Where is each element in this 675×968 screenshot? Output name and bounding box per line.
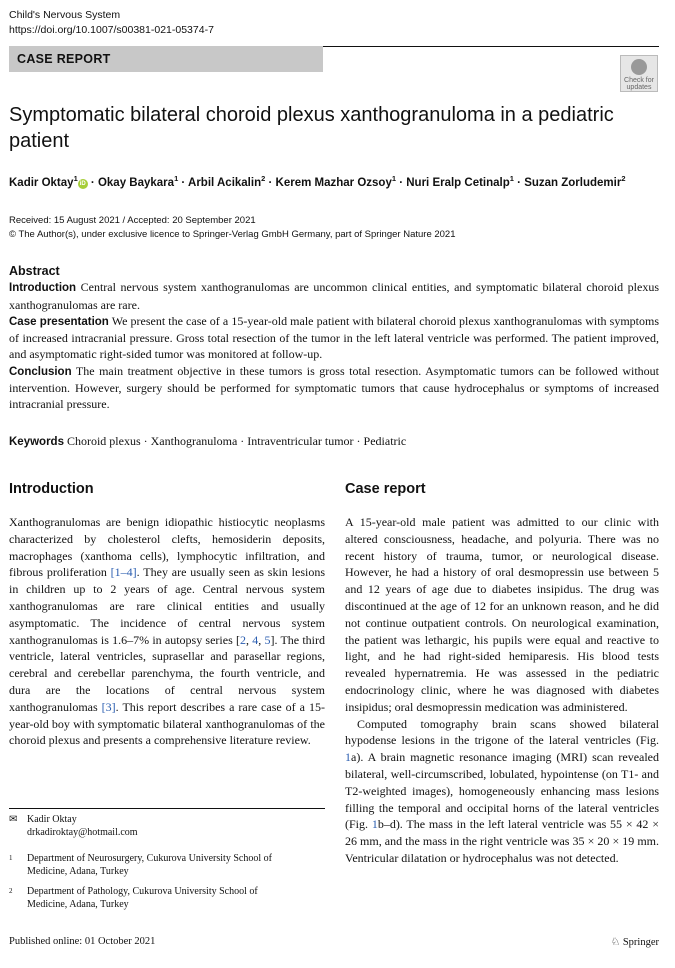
header-rule [323, 46, 659, 47]
publisher-logo: ♘ Springer [610, 937, 659, 948]
separator: · [396, 176, 407, 189]
check-updates-text: updates [626, 84, 652, 91]
springer-horse-icon: ♘ [610, 937, 623, 948]
citation-link[interactable]: [3] [101, 699, 116, 714]
abstract-heading: Abstract [9, 264, 60, 278]
email-link[interactable]: drkadiroktay@hotmail.com [27, 827, 138, 838]
case-report-body [345, 514, 659, 867]
author[interactable]: Nuri Eralp Cetinalp$^1$ [406, 174, 514, 189]
citation-link[interactable]: 4 [252, 632, 259, 647]
figure-link[interactable]: 1 [371, 817, 378, 832]
citation-link[interactable]: 5 [264, 632, 271, 647]
corresponding-author [9, 813, 138, 839]
affiliation: 2 Department of Pathology, Cukurova University School of Medicine, Adana, Turkey [9, 886, 258, 910]
journal-header [9, 8, 214, 38]
separator: · [87, 176, 98, 189]
case-report-heading: Case report [345, 481, 426, 497]
figure-link[interactable]: 1 [345, 750, 351, 765]
check-updates-text: Check for [624, 77, 654, 84]
paragraph: Computed tomography brain scans showed bilateral hypodense lesions in the trigone of the lateral ventricles (Fig. 1a). A brain magnetic resonance imaging (MRI) scan revealed bilateral, well-circumscribed, lobulated, hypointense (on T1- and T2-weighted images), homogeneously enhancing mass lesions filling the temporal and occipital horns of the lateral ventricles (Fig. 1b–d). The mass in the left lateral ventricle was 55 × 42 × 26 mm, and the mass in the right ventricle was 35 × 20 × 19 mm. Ventricular dilatation or hydrocephalus was not detected. [345, 716, 659, 865]
corresponding-name: Kadir Oktay [27, 814, 77, 825]
affiliation: 1 Department of Neurosurgery, Cukurova University School of Medicine, Adana, Turkey [9, 853, 272, 877]
article-title: Symptomatic bilateral choroid plexus xanthogranuloma in a pediatric patient [9, 104, 614, 152]
paragraph: Xanthogranulomas are benign idiopathic histiocytic neoplasms characterized by cholesterol clefts, hemosiderin deposits, macrophages (xanthoma cells), lymphocytic infiltration, and fibrous proliferation [1–4]. They are usually seen as skin lesions in children up to 2 years of age. Central nervous system xanthogranulomas are rare clinical entities and usually asymptomatic. The incidence of central nervous system xanthogranulomas is 1.6–7% in autopsy series [2, 4, 5]. The third ventricle, lateral ventricles, suprasellar and parasellar regions, cerebral and cerebellar parenchyma, the fourth ventricle, and dura are the locations of central nervous system xanthogranulomas [3]. This report describes a rare case of a 15-year-old boy with symptomatic bilateral xanthogranulomas of the choroid plexus and presents a comprehensive literature review. [9, 515, 326, 748]
author-list [9, 174, 625, 189]
introduction-heading: Introduction [9, 481, 94, 497]
citation-link[interactable]: [1–4] [110, 565, 137, 580]
orcid-icon[interactable]: iD [79, 180, 86, 187]
copyright: © The Author(s), under exclusive licence to Springer-Verlag GmbH Germany, part of Springer Nature 2021 [9, 229, 456, 240]
abstract-conclusion: Conclusion The main treatment objective in these tumors is gross total resection. Asymptomatic tumors can be followed without intervention. However, surgery should be performed for symptomatic tumors that cause hydrocephalus or symptoms of increased intracranial pressure. [9, 363, 659, 412]
author[interactable]: Suzan Zorludemir$^2$ [524, 174, 626, 189]
published-date: Published online: 01 October 2021 [9, 936, 156, 947]
separator: · [178, 176, 189, 189]
separator: · [513, 176, 525, 189]
doi-link[interactable]: https://doi.org/10.1007/s00381-021-05374-7 [9, 24, 214, 36]
author[interactable]: Kadir Oktay$^1$ [9, 174, 78, 189]
abstract [9, 263, 659, 413]
introduction-body [9, 514, 325, 749]
author[interactable]: Kerem Mazhar Ozsoy$^1$ [275, 174, 397, 189]
paragraph: A 15-year-old male patient was admitted to our clinic with altered consciousness, headache, and polyuria. There was no recent history of trauma, tumor, or neurological disease. However, he had a history of oral desmopressin use between 5 and 12 years of age due to diabetes insipidus. The drug was discontinued at the age of 12 for an unknown reason, and he did not continue outpatient controls. On neurological examination, the patient was lethargic, his pupils were equal and reactive to light, and he had right-sided hemiparesis. His blood tests revealed hypernatremia. He was assessed in the pediatric endocrinology clinic, where he was diagnosed with diabetes insipidus; oral desmopressin medication was administered. [345, 515, 659, 714]
article-history [9, 214, 456, 242]
author[interactable]: Arbil Acikalin$^2$ [188, 174, 266, 189]
check-for-updates-button[interactable] [620, 55, 658, 92]
article-type-banner: CASE REPORT [9, 46, 323, 72]
author[interactable]: Okay Baykara$^1$ [97, 174, 179, 189]
received-accepted-dates: Received: 15 August 2021 / Accepted: 20 September 2021 [9, 215, 256, 226]
citation-link[interactable]: 2 [239, 632, 246, 647]
abstract-introduction: Introduction Central nervous system xanthogranulomas are uncommon clinical entities, and symptomatic bilateral choroid plexus xanthogranulomas are rare. [9, 280, 659, 312]
footnote-rule [9, 808, 325, 809]
separator: · [265, 176, 276, 189]
envelope-icon: ✉ [9, 814, 18, 825]
keywords: Keywords Choroid plexus · Xanthogranuloma · Intraventricular tumor · Pediatric [9, 434, 407, 448]
check-updates-icon [631, 59, 647, 75]
journal-name: Child's Nervous System [9, 9, 121, 21]
abstract-case-presentation: Case presentation We present the case of a 15-year-old male patient with bilateral choroid plexus xanthogranulomas with symptoms of increased intracranial pressure. Gross total resection of the tumor in the left lateral ventricle was performed. The patient improved, and asymptomatic right-sided tumor was monitored at follow-up. [9, 313, 659, 362]
